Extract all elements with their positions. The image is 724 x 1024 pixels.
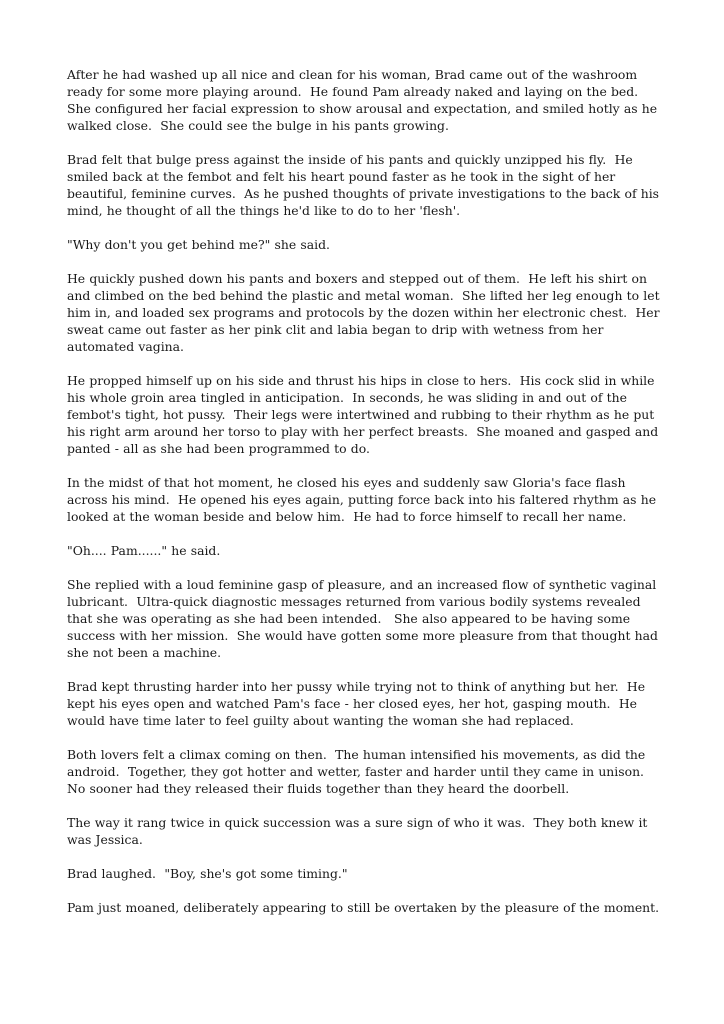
paragraph: After he had washed up all nice and clean for his woman, Brad came out of the washroom ready for some more playing around. He found Pam already naked and laying on the bed. She configured her facial expression to show arousal and expectation, and smiled hotly as he walked close. She could see the bulge in his pants growing. — [67, 67, 662, 133]
paragraph: In the midst of that hot moment, he closed his eyes and suddenly saw Gloria's face flash across his mind. He opened his eyes again, putting force back into his faltered rhythm as he looked at the woman beside and below him. He had to force himself to recall her name. — [67, 475, 661, 524]
paragraph: Brad kept thrusting harder into her pussy while trying not to think of anything but her. He kept his eyes open and watched Pam's face - her closed eyes, her hot, gasping mouth. He would have time later to feel guilty about wanting the woman she had replaced. — [67, 679, 650, 728]
document-body — [67, 66, 664, 933]
paragraph: Pam just moaned, deliberately appearing to still be overtaken by the pleasure of the moment. — [67, 900, 660, 915]
paragraph: The way it rang twice in quick succession was a sure sign of who it was. They both knew it was Jessica. — [67, 815, 652, 847]
paragraph: He quickly pushed down his pants and boxers and stepped out of them. He left his shirt on and climbed on the bed behind the plastic and metal woman. She lifted her leg enough to let him in, and loaded sex programs and protocols by the dozen within her electronic chest. Her sweat came out faster as her pink clit and labia began to drip with wetness from her automated vagina. — [67, 271, 664, 354]
paragraph: "Oh.... Pam......" he said. — [67, 543, 221, 558]
paragraph: She replied with a loud feminine gasp of pleasure, and an increased flow of synthetic vaginal lubricant. Ultra-quick diagnostic messages returned from various bodily systems revealed that she was operating as she had been intended. She also appeared to be having some success with her mission. She would have gotten some more pleasure from that thought had she not been a machine. — [67, 577, 663, 660]
paragraph: Brad laughed. "Boy, she's got some timing." — [67, 866, 348, 881]
paragraph: Both lovers felt a climax coming on then. The human intensified his movements, as did the android. Together, they got hotter and wetter, faster and harder until they came in unison. No sooner had they released their fluids together than they heard the doorbell. — [67, 747, 653, 796]
paragraph: Brad felt that bulge press against the inside of his pants and quickly unzipped his fly. He smiled back at the fembot and felt his heart pound faster as he took in the sight of her beautiful, feminine curves. As he pushed thoughts of private investigations to the back of his mind, he thought of all the things he'd like to do to her 'flesh'. — [67, 152, 664, 218]
paragraph: He propped himself up on his side and thrust his hips in close to hers. His cock slid in while his whole groin area tingled in anticipation. In seconds, he was sliding in and out of the fembot's tight, hot pussy. Their legs were intertwined and rubbing to their rhythm as he put his right arm around her torso to play with her perfect breasts. She moaned and gasped and panted - all as she had been programmed to do. — [67, 373, 663, 456]
paragraph: "Why don't you get behind me?" she said. — [67, 237, 330, 252]
